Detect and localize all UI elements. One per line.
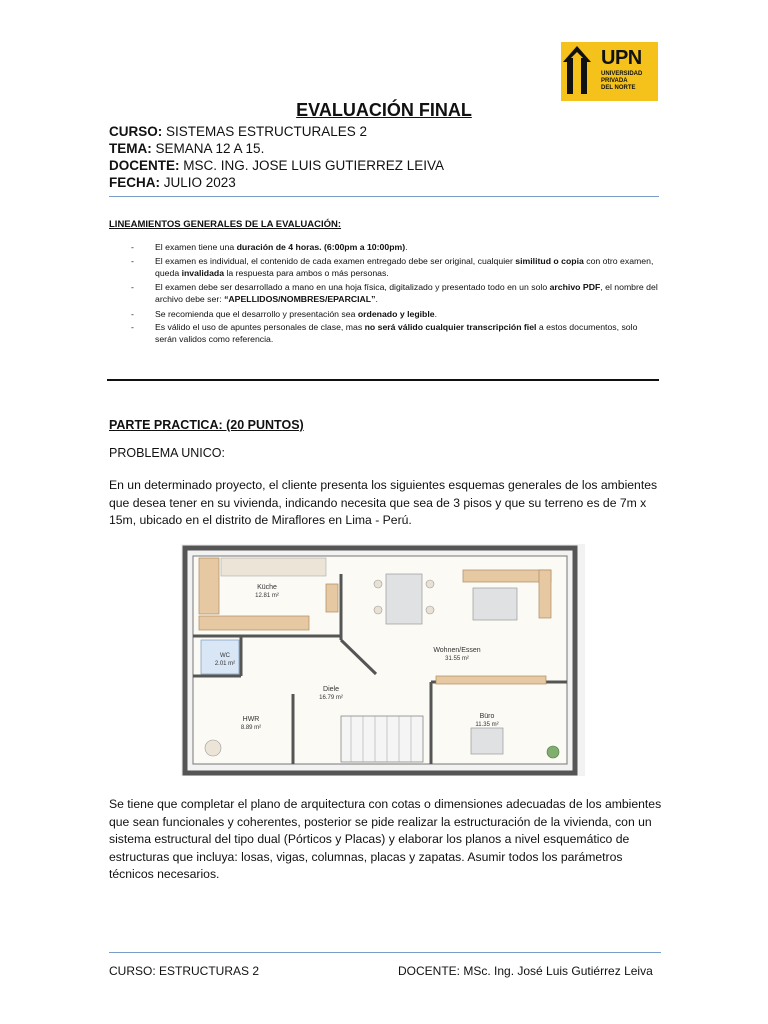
meta-fecha: FECHA: JULIO 2023 <box>109 175 236 190</box>
room-area-hwr: 8.89 m² <box>240 725 262 731</box>
room-label-buro: Büro <box>479 713 495 720</box>
logo-subtitle: UNIVERSIDAD PRIVADA DEL NORTE <box>601 71 643 91</box>
room-area-wc: 2.01 m² <box>214 661 236 667</box>
section-heading: PARTE PRACTICA: (20 PUNTOS) <box>109 418 304 432</box>
room-label-wohnen: Wohnen/Essen <box>433 647 481 654</box>
body-paragraph: Se tiene que completar el plano de arquitectura con cotas o dimensiones adecuadas de los ambientes que sean funcionales y coherentes, posterior se pide realizar la estructuración de la vivienda, con un sistema estructural del tipo dual (Pórticos y Placas) y elaborar los planos a nivel esquemático de estructuras que incluya: losas, vigas, columnas, placas y zapatas. Asumir todos los parámetros técnicos necesarios. <box>109 797 662 881</box>
floor-plan <box>181 544 585 776</box>
room-label-wc: WC <box>220 653 230 659</box>
meta-docente: DOCENTE: MSC. ING. JOSE LUIS GUTIERREZ LEIVA <box>109 158 445 173</box>
footer-divider <box>109 952 661 953</box>
room-label-kuche: Küche <box>257 584 277 591</box>
meta-tema: TEMA: SEMANA 12 A 15. <box>109 141 265 156</box>
divider <box>109 196 659 197</box>
document-title: EVALUACIÓN FINAL <box>296 100 472 120</box>
room-label-hwr: HWR <box>242 716 260 723</box>
room-area-diele: 16.79 m² <box>319 695 343 701</box>
meta-curso: CURSO: SISTEMAS ESTRUCTURALES 2 <box>109 124 368 139</box>
upn-emblem-icon <box>561 42 601 101</box>
footer-course: CURSO: ESTRUCTURAS 2 <box>109 964 260 978</box>
room-area-buro: 11.35 m² <box>475 722 499 728</box>
room-area-wohnen: 31.55 m² <box>445 656 469 662</box>
footer-teacher: DOCENTE: MSc. Ing. José Luis Gutiérrez Leiva <box>398 964 653 978</box>
intro-paragraph: En un determinado proyecto, el cliente presenta los siguientes esquemas generales de los ambientes que desea tener en su vivienda, indicando necesita que sea de 3 pisos y que su terreno es de 7m x 15m, ubicado en el distrito de Miraflores en Lima - Perú. <box>109 478 658 527</box>
room-label-diele: Diele <box>323 686 339 693</box>
logo-wordmark: UPN <box>601 47 642 69</box>
divider <box>107 379 659 381</box>
guidelines-title: LINEAMIENTOS GENERALES DE LA EVALUACIÓN: <box>109 219 342 230</box>
problem-label: PROBLEMA UNICO: <box>109 446 225 460</box>
upn-logo <box>561 42 658 101</box>
room-area-kuche: 12.81 m² <box>255 593 279 599</box>
